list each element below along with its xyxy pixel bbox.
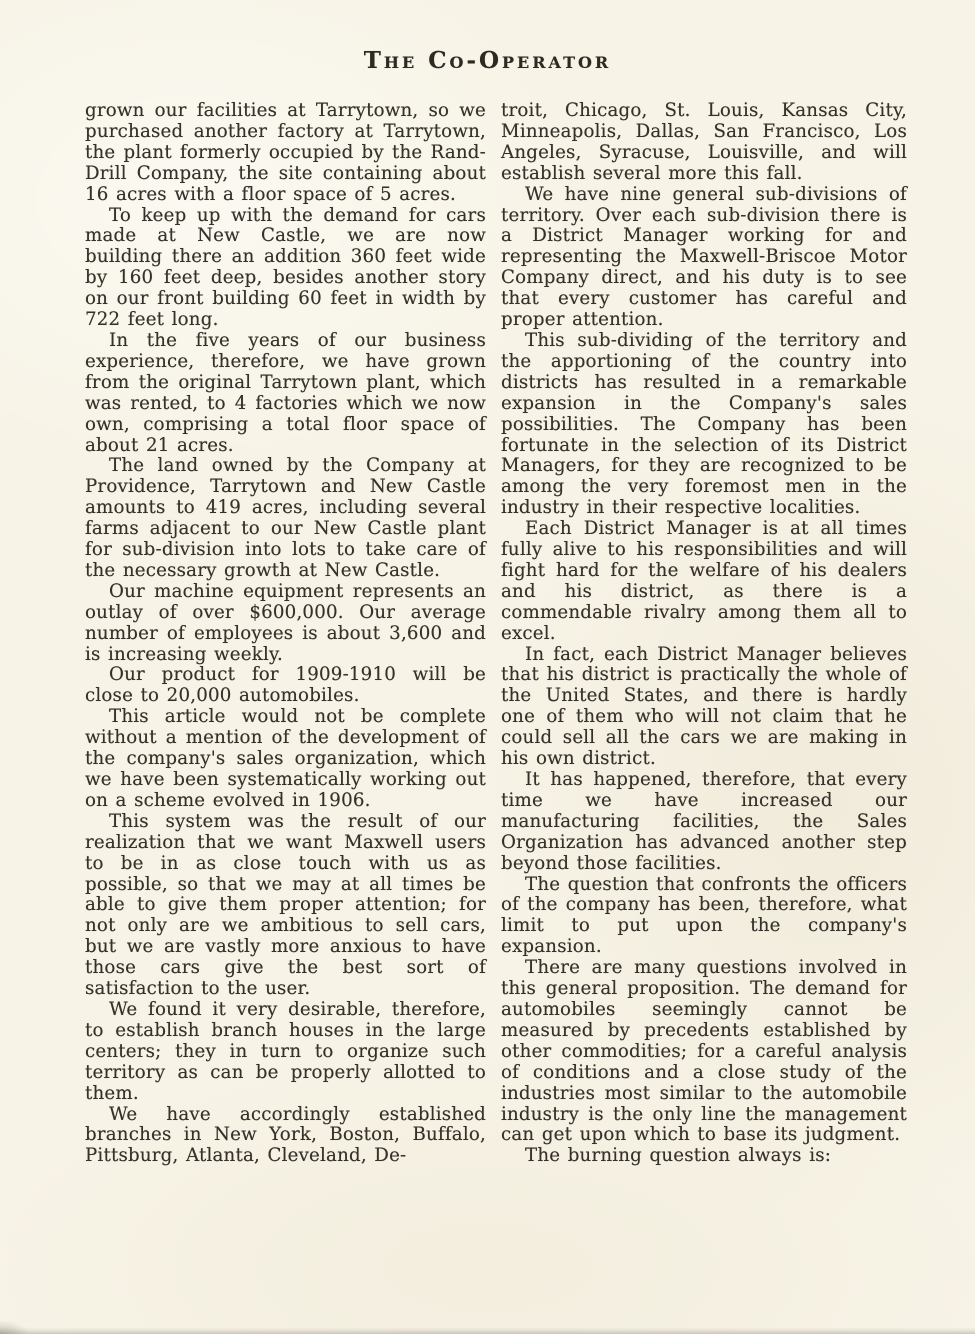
article-paragraph: It has happened, therefore, that every time we have increased our manufacturing facilities, the Sales Organization has advanced another step beyond those facilities. xyxy=(501,769,907,874)
article-paragraph: grown our facilities at Tarrytown, so we purchased another factory at Tarrytown, the plant formerly occupied by the Rand-Drill Company, the site containing about 16 acres with a floor space of 5 acres. xyxy=(85,100,486,205)
article-paragraph: Each District Manager is at all times fully alive to his responsibilities and will fight hard for the welfare of his dealers and his district, as there is a commendable rivalry among them all to excel. xyxy=(501,518,907,644)
article-paragraph: In the five years of our business experience, therefore, we have grown from the original Tarrytown plant, which was rented, to 4 factories which we now own, comprising a total floor space of about 21 acres. xyxy=(85,329,486,456)
article-body xyxy=(85,101,907,1167)
scan-edge-shadow xyxy=(0,1327,975,1334)
article-paragraph: There are many questions involved in this general proposition. The demand for automobiles seemingly cannot be measured by precedents established by other commodities; for a careful analysis of conditions and a close study of the industries most similar to the automobile industry is the only line the management can get upon which to base its judgment. xyxy=(501,957,907,1146)
article-paragraph: Our machine equipment represents an outlay of over $600,000. Our average number of employees is about 3,600 and is increasing weekly. xyxy=(85,580,486,665)
article-paragraph: This article would not be complete without a mention of the development of the company's sales organization, which we have been systematically working out on a scheme evolved in 1906. xyxy=(85,706,486,811)
article-paragraph: The burning question always is: xyxy=(525,1145,832,1167)
article-paragraph: This sub-dividing of the territory and the apportioning of the country into districts has resulted in a remarkable expansion in the Company's sales possibilities. The Company has been fortunate in the selection of its District Managers, for they are recognized to be among the very foremost men in the industry in their respective localities. xyxy=(501,329,907,519)
masthead xyxy=(0,0,975,74)
article-paragraph: The land owned by the Company at Providence, Tarrytown and New Castle amounts to 419 acres, including several farms adjacent to our New Castle plant for sub-division into lots to take care of the necessary growth at New Castle. xyxy=(85,455,486,581)
article-paragraph: We have nine general sub-divisions of territory. Over each sub-division there is a District Manager working for and representing the Maxwell-Briscoe Motor Company direct, and his duty is to see that every customer has careful and proper attention. xyxy=(501,183,907,331)
publication-title: The Co-Operator xyxy=(363,47,612,74)
article-paragraph: We have accordingly established branches in New York, Boston, Buffalo, Pittsburg, Atlanta, Cleveland, De- xyxy=(85,1103,486,1167)
left-column xyxy=(85,101,486,1167)
article-paragraph: In fact, each District Manager believes that his district is practically the whole of the United States, and there is hardly one of them who will not claim that he could sell all the cars we are making in his own district. xyxy=(501,643,907,770)
article-paragraph: To keep up with the demand for cars made at New Castle, we are now building there an addition 360 feet wide by 160 feet deep, besides another story on our front building 60 feet in width by 722 feet long. xyxy=(85,204,486,331)
article-paragraph: The question that confronts the officers of the company has been, therefore, what limit to put upon the company's expansion. xyxy=(501,873,908,958)
article-paragraph: troit, Chicago, St. Louis, Kansas City, Minneapolis, Dallas, San Francisco, Los Angeles, Syracuse, Louisville, and will establish several more this fall. xyxy=(501,100,907,184)
article-paragraph: Our product for 1909-1910 will be close to 20,000 automobiles. xyxy=(85,664,486,707)
article-paragraph: This system was the result of our realization that we want Maxwell users to be in as close touch with us as possible, so that we may at all times be able to give them proper attention; for not only are we ambitious to sell cars, but we are vastly more anxious to have those cars give the best sort of satisfaction to the user. xyxy=(85,810,486,1000)
right-column xyxy=(501,101,907,1167)
article-paragraph: We found it very desirable, therefore, to establish branch houses in the large centers; they in turn to organize such territory as can be properly allotted to them. xyxy=(85,998,486,1104)
